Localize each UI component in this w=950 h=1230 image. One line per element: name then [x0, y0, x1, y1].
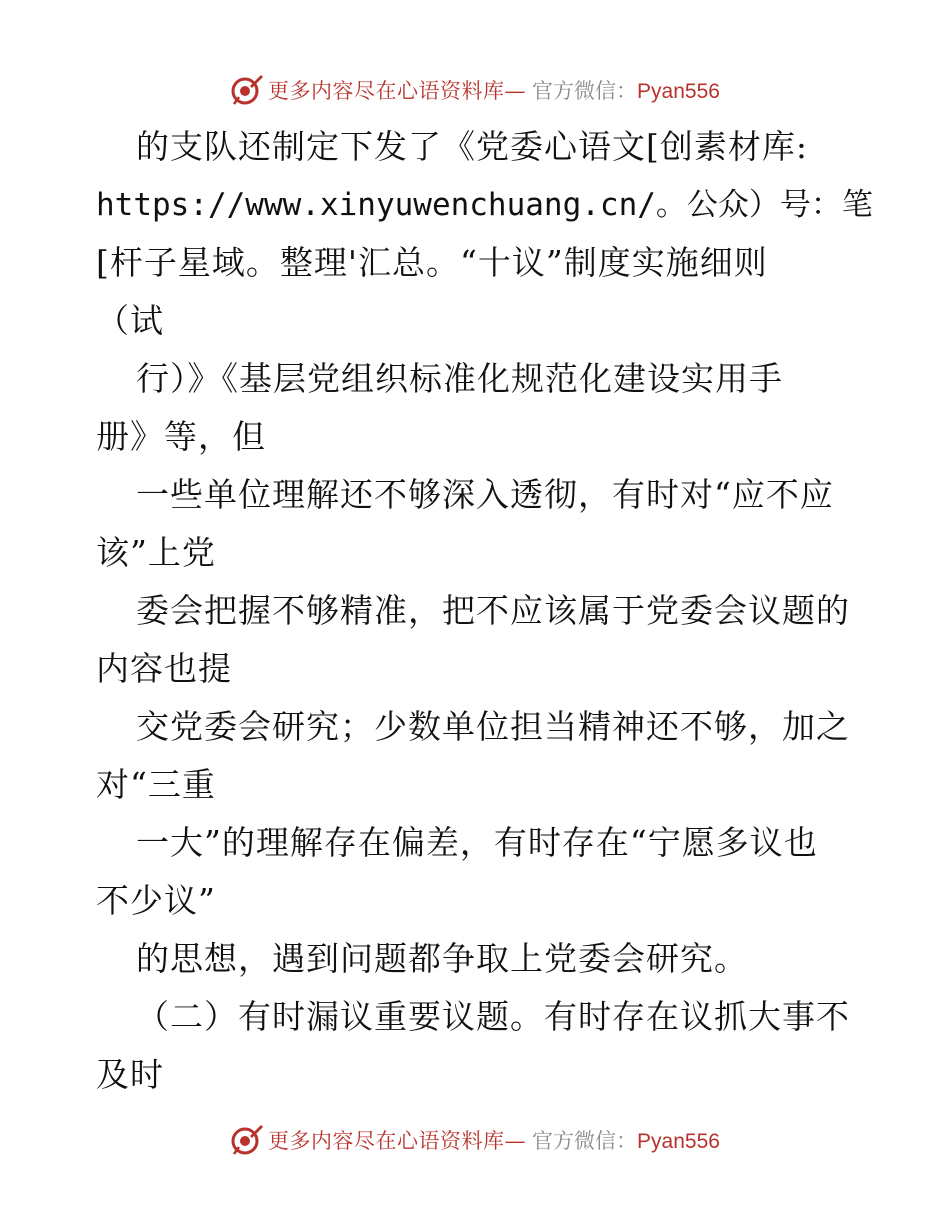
text-line: 内容也提 — [96, 649, 232, 688]
text-line: 对“三重 — [96, 765, 216, 804]
text-line: 行）》《基层党组织标准化规范化建设实用手 — [136, 359, 783, 398]
footer-banner — [0, 1120, 950, 1160]
text-line: （试 — [96, 301, 164, 340]
text-line: 册》等，但 — [96, 417, 266, 456]
document-body — [96, 118, 873, 1104]
wechat-info — [532, 75, 720, 105]
footer-wechat-info — [532, 1125, 720, 1155]
text-line: 的思想，遇到问题都争取上党委会研究。 — [136, 939, 748, 978]
brand-text: 更多内容尽在心语资料库— — [268, 79, 527, 103]
text-line: 该”上党 — [96, 533, 216, 572]
text-line: 不少议” — [96, 881, 216, 920]
header-banner — [0, 70, 950, 110]
footer-wechat-id: Pyan556 — [637, 1130, 720, 1153]
wechat-label: 官方微信： — [532, 79, 638, 103]
pen-nib-circle-icon — [230, 1123, 264, 1157]
footer-wechat-label: 官方微信： — [532, 1129, 638, 1153]
text-line: 的支队还制定下发了《党委心语文[创素材库: — [136, 127, 808, 166]
pen-nib-circle-icon — [230, 73, 264, 107]
section-heading-line: （二）有时漏议重要议题。有时存在议抓大事不 — [136, 997, 850, 1036]
text-line: 交党委会研究；少数单位担当精神还不够，加之 — [136, 707, 850, 746]
text-line: [杆子星域。整理'汇总。“十议”制度实施细则 — [96, 243, 768, 282]
text-line: 一大”的理解存在偏差，有时存在“宁愿多议也 — [136, 823, 818, 862]
wechat-id: Pyan556 — [637, 80, 720, 103]
text-line: 一些单位理解还不够深入透彻，有时对“应不应 — [136, 475, 834, 514]
text-line: 委会把握不够精准，把不应该属于党委会议题的 — [136, 591, 850, 630]
footer-brand-text: 更多内容尽在心语资料库— — [268, 1129, 527, 1153]
text-line-url: https://www.xinyuwenchuang.cn/。公众）号：笔 — [96, 187, 873, 223]
text-line: 及时 — [96, 1055, 164, 1094]
